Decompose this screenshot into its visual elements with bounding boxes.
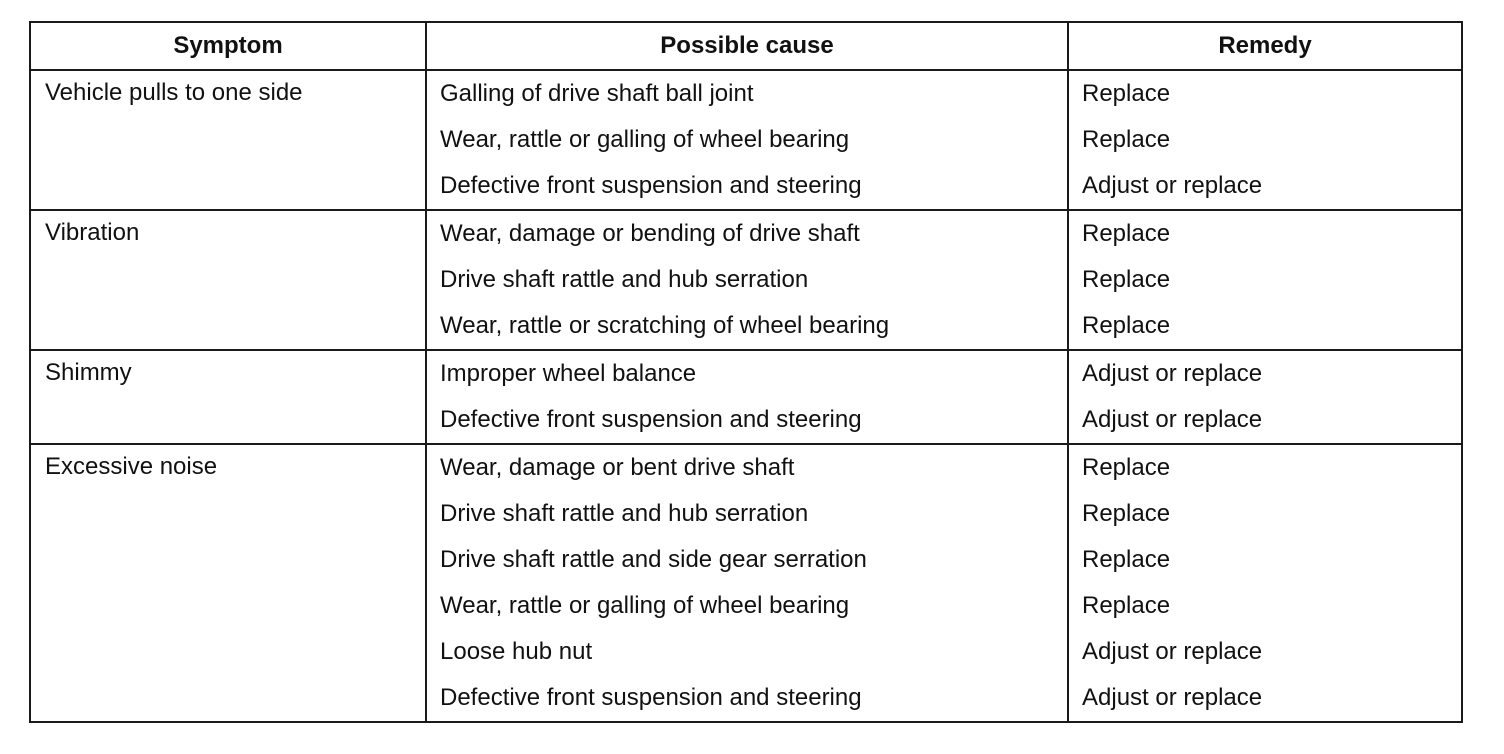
- remedy-cell: Replace: [1068, 303, 1462, 350]
- possible-cause-cell: Drive shaft rattle and side gear serration: [426, 537, 1068, 583]
- header-symptom: Symptom: [30, 22, 426, 70]
- header-possible-cause: Possible cause: [426, 22, 1068, 70]
- symptom-cell: Excessive noise: [30, 444, 426, 722]
- remedy-cell: Replace: [1068, 583, 1462, 629]
- possible-cause-cell: Defective front suspension and steering: [426, 675, 1068, 722]
- remedy-cell: Replace: [1068, 117, 1462, 163]
- symptom-cell: Vibration: [30, 210, 426, 350]
- header-row: [30, 22, 1462, 70]
- remedy-cell: Adjust or replace: [1068, 163, 1462, 210]
- possible-cause-cell: Wear, damage or bent drive shaft: [426, 444, 1068, 491]
- remedy-cell: Adjust or replace: [1068, 397, 1462, 444]
- remedy-cell: Replace: [1068, 491, 1462, 537]
- possible-cause-cell: Galling of drive shaft ball joint: [426, 70, 1068, 117]
- remedy-cell: Replace: [1068, 210, 1462, 257]
- remedy-cell: Adjust or replace: [1068, 350, 1462, 397]
- remedy-cell: Replace: [1068, 444, 1462, 491]
- symptom-cell: Vehicle pulls to one side: [30, 70, 426, 210]
- remedy-cell: Adjust or replace: [1068, 675, 1462, 722]
- possible-cause-cell: Drive shaft rattle and hub serration: [426, 491, 1068, 537]
- table-header: [30, 22, 1462, 70]
- possible-cause-cell: Wear, rattle or galling of wheel bearing: [426, 583, 1068, 629]
- table-row: [30, 350, 1462, 397]
- troubleshooting-table: [29, 21, 1463, 723]
- table-row: [30, 444, 1462, 491]
- possible-cause-cell: Drive shaft rattle and hub serration: [426, 257, 1068, 303]
- remedy-cell: Adjust or replace: [1068, 629, 1462, 675]
- possible-cause-cell: Wear, rattle or galling of wheel bearing: [426, 117, 1068, 163]
- table-body: [30, 70, 1462, 722]
- table-row: [30, 210, 1462, 257]
- remedy-cell: Replace: [1068, 257, 1462, 303]
- possible-cause-cell: Loose hub nut: [426, 629, 1068, 675]
- table-row: [30, 70, 1462, 117]
- remedy-cell: Replace: [1068, 537, 1462, 583]
- possible-cause-cell: Wear, damage or bending of drive shaft: [426, 210, 1068, 257]
- symptom-cell: Shimmy: [30, 350, 426, 444]
- header-remedy: Remedy: [1068, 22, 1462, 70]
- remedy-cell: Replace: [1068, 70, 1462, 117]
- possible-cause-cell: Defective front suspension and steering: [426, 163, 1068, 210]
- possible-cause-cell: Improper wheel balance: [426, 350, 1068, 397]
- possible-cause-cell: Defective front suspension and steering: [426, 397, 1068, 444]
- possible-cause-cell: Wear, rattle or scratching of wheel bearing: [426, 303, 1068, 350]
